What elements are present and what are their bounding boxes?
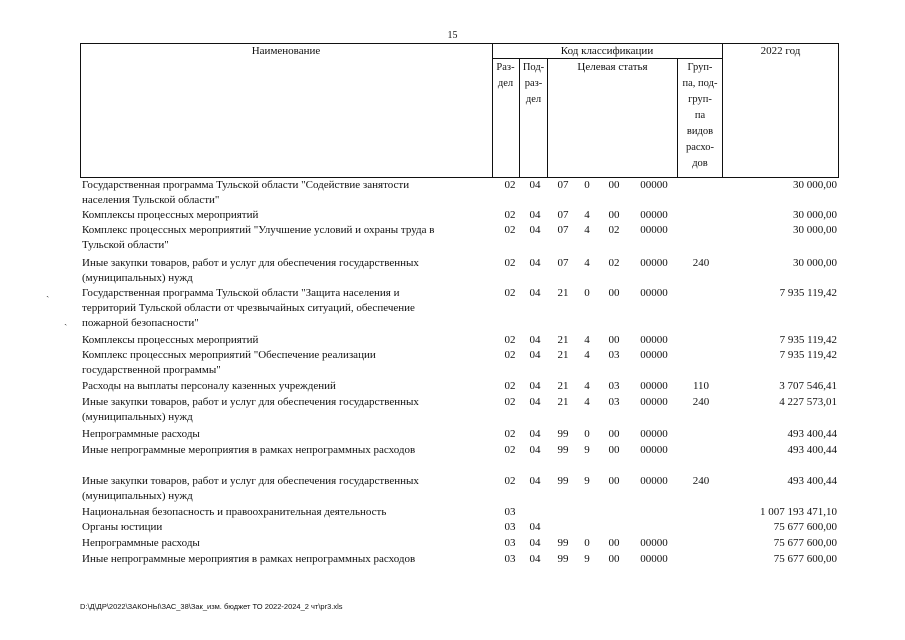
file-path-footer: D:\Д\ДР\2022\ЗАКОНЫ\ЗАС_38\Зак_изм. бюджет ТО 2022-2024_2 чт\pr3.xls <box>80 602 343 611</box>
row-vid-rashodov: 240 <box>692 257 710 269</box>
row-ts-direction: 00000 <box>640 334 668 346</box>
row-amount: 75 677 600,00 <box>773 521 837 533</box>
row-ts-program: 07 <box>557 209 569 221</box>
row-podrazdel: 04 <box>529 537 541 549</box>
row-name: Государственная программа Тульской области "Защита населения и территорий Тульской области от чрезвычайных ситуаций, обеспечение пожарной безопасности" <box>82 287 415 329</box>
row-ts-subprogram: 00 <box>608 553 620 565</box>
row-name: Комплекс процессных мероприятий "Улучшение условий и охраны труда в Тульской области" <box>82 224 435 251</box>
row-razdel: 02 <box>504 179 516 191</box>
row-razdel: 02 <box>504 224 516 236</box>
row-ts-subprogram: 03 <box>608 349 620 361</box>
row-ts-direction: 00000 <box>640 209 668 221</box>
header-divider-year <box>722 43 723 178</box>
header-frame <box>80 43 839 178</box>
row-ts-subprogram: 00 <box>608 537 620 549</box>
row-podrazdel: 04 <box>529 257 541 269</box>
header-kod-underline <box>492 58 722 59</box>
row-razdel: 02 <box>504 334 516 346</box>
row-razdel: 02 <box>504 396 516 408</box>
row-podrazdel: 04 <box>529 521 541 533</box>
row-amount: 1 007 193 471,10 <box>760 506 837 518</box>
row-ts-direction: 00000 <box>640 444 668 456</box>
header-razdel: Раз- дел <box>496 62 515 89</box>
row-ts-direction: 00000 <box>640 537 668 549</box>
row-razdel: 03 <box>504 553 516 565</box>
row-ts-direction: 00000 <box>640 349 668 361</box>
row-ts-type: 9 <box>584 553 590 565</box>
row-ts-subprogram: 00 <box>608 179 620 191</box>
row-ts-program: 99 <box>557 444 569 456</box>
row-ts-type: 4 <box>584 349 590 361</box>
row-podrazdel: 04 <box>529 334 541 346</box>
row-podrazdel: 04 <box>529 396 541 408</box>
row-ts-subprogram: 02 <box>608 257 620 269</box>
row-ts-type: 0 <box>584 287 590 299</box>
row-name: Непрограммные расходы <box>82 537 200 549</box>
row-amount: 30 000,00 <box>793 209 837 221</box>
row-ts-direction: 00000 <box>640 428 668 440</box>
row-ts-program: 99 <box>557 428 569 440</box>
row-ts-direction: 00000 <box>640 224 668 236</box>
row-amount: 7 935 119,42 <box>779 287 837 299</box>
row-ts-program: 07 <box>557 224 569 236</box>
row-razdel: 02 <box>504 349 516 361</box>
row-amount: 7 935 119,42 <box>779 349 837 361</box>
row-ts-subprogram: 00 <box>608 209 620 221</box>
row-ts-program: 07 <box>557 257 569 269</box>
row-razdel: 03 <box>504 537 516 549</box>
row-ts-direction: 00000 <box>640 287 668 299</box>
row-amount: 30 000,00 <box>793 257 837 269</box>
row-amount: 30 000,00 <box>793 224 837 236</box>
row-ts-direction: 00000 <box>640 396 668 408</box>
row-ts-program: 99 <box>557 537 569 549</box>
row-razdel: 02 <box>504 209 516 221</box>
row-ts-type: 4 <box>584 257 590 269</box>
row-podrazdel: 04 <box>529 553 541 565</box>
row-amount: 7 935 119,42 <box>779 334 837 346</box>
row-ts-type: 9 <box>584 444 590 456</box>
row-name: Комплекс процессных мероприятий "Обеспечение реализации государственной программы" <box>82 349 376 376</box>
row-podrazdel: 04 <box>529 475 541 487</box>
row-name: Расходы на выплаты персоналу казенных учреждений <box>82 380 336 392</box>
row-name: Иные закупки товаров, работ и услуг для обеспечения государственных (муниципальных) нужд <box>82 257 419 284</box>
row-ts-subprogram: 00 <box>608 475 620 487</box>
row-ts-direction: 00000 <box>640 179 668 191</box>
row-amount: 493 400,44 <box>787 428 837 440</box>
row-amount: 75 677 600,00 <box>773 553 837 565</box>
header-year: 2022 год <box>760 45 801 57</box>
row-name: Национальная безопасность и правоохранительная деятельность <box>82 506 387 518</box>
row-ts-type: 4 <box>584 224 590 236</box>
row-podrazdel: 04 <box>529 444 541 456</box>
row-name: Комплексы процессных мероприятий <box>82 209 259 221</box>
row-ts-program: 21 <box>557 349 569 361</box>
row-vid-rashodov: 240 <box>692 475 710 487</box>
row-ts-type: 4 <box>584 380 590 392</box>
row-name: Органы юстиции <box>82 521 163 533</box>
row-ts-type: 0 <box>584 537 590 549</box>
row-ts-subprogram: 03 <box>608 380 620 392</box>
row-ts-direction: 00000 <box>640 475 668 487</box>
page-number: 15 <box>447 30 458 41</box>
row-amount: 493 400,44 <box>787 444 837 456</box>
row-name: Иные закупки товаров, работ и услуг для обеспечения государственных (муниципальных) нужд <box>82 475 419 502</box>
row-vid-rashodov: 240 <box>692 396 710 408</box>
row-podrazdel: 04 <box>529 428 541 440</box>
row-podrazdel: 04 <box>529 349 541 361</box>
header-podrazdel: Под- раз- дел <box>522 62 545 105</box>
row-name: Непрограммные расходы <box>82 428 200 440</box>
row-ts-program: 07 <box>557 179 569 191</box>
row-razdel: 03 <box>504 521 516 533</box>
header-celevaya-statya: Целевая статья <box>577 61 648 73</box>
row-amount: 493 400,44 <box>787 475 837 487</box>
row-ts-program: 21 <box>557 396 569 408</box>
row-ts-subprogram: 00 <box>608 287 620 299</box>
row-podrazdel: 04 <box>529 224 541 236</box>
row-ts-program: 21 <box>557 287 569 299</box>
row-ts-program: 21 <box>557 334 569 346</box>
row-ts-subprogram: 03 <box>608 396 620 408</box>
row-razdel: 02 <box>504 475 516 487</box>
header-gruppa-vidov-rashodov: Груп- па, под- груп- па видов расхо- дов <box>682 62 718 169</box>
header-kod-klassifikacii: Код классификации <box>560 45 654 57</box>
row-razdel: 03 <box>504 506 516 518</box>
row-ts-subprogram: 00 <box>608 334 620 346</box>
scan-mark: ˏ <box>46 287 50 298</box>
row-ts-type: 9 <box>584 475 590 487</box>
row-ts-program: 99 <box>557 553 569 565</box>
row-razdel: 02 <box>504 380 516 392</box>
header-naimenovanie: Наименование <box>251 45 321 57</box>
row-name: Иные непрограммные мероприятия в рамках непрограммных расходов <box>82 444 416 456</box>
row-razdel: 02 <box>504 428 516 440</box>
row-amount: 30 000,00 <box>793 179 837 191</box>
row-ts-type: 4 <box>584 334 590 346</box>
row-amount: 3 707 546,41 <box>779 380 837 392</box>
row-podrazdel: 04 <box>529 287 541 299</box>
row-name: Иные непрограммные мероприятия в рамках непрограммных расходов <box>82 553 416 565</box>
row-ts-subprogram: 00 <box>608 428 620 440</box>
row-amount: 4 227 573,01 <box>779 396 837 408</box>
row-name: Государственная программа Тульской области "Содействие занятости населения Тульской области" <box>82 179 410 206</box>
row-ts-subprogram: 00 <box>608 444 620 456</box>
row-ts-program: 21 <box>557 380 569 392</box>
row-ts-type: 0 <box>584 428 590 440</box>
row-podrazdel: 04 <box>529 380 541 392</box>
row-ts-direction: 00000 <box>640 553 668 565</box>
row-ts-type: 0 <box>584 179 590 191</box>
row-razdel: 02 <box>504 287 516 299</box>
row-ts-direction: 00000 <box>640 380 668 392</box>
row-ts-subprogram: 02 <box>608 224 620 236</box>
row-name: Иные закупки товаров, работ и услуг для обеспечения государственных (муниципальных) нужд <box>82 396 419 423</box>
row-vid-rashodov: 110 <box>692 380 710 392</box>
row-ts-type: 4 <box>584 396 590 408</box>
row-name: Комплексы процессных мероприятий <box>82 334 259 346</box>
scan-mark: ˏ <box>64 315 68 326</box>
row-podrazdel: 04 <box>529 179 541 191</box>
row-razdel: 02 <box>504 257 516 269</box>
row-ts-type: 4 <box>584 209 590 221</box>
row-amount: 75 677 600,00 <box>773 537 837 549</box>
row-razdel: 02 <box>504 444 516 456</box>
row-ts-direction: 00000 <box>640 257 668 269</box>
header-divider-podrazdel <box>547 58 548 178</box>
row-ts-program: 99 <box>557 475 569 487</box>
row-podrazdel: 04 <box>529 209 541 221</box>
